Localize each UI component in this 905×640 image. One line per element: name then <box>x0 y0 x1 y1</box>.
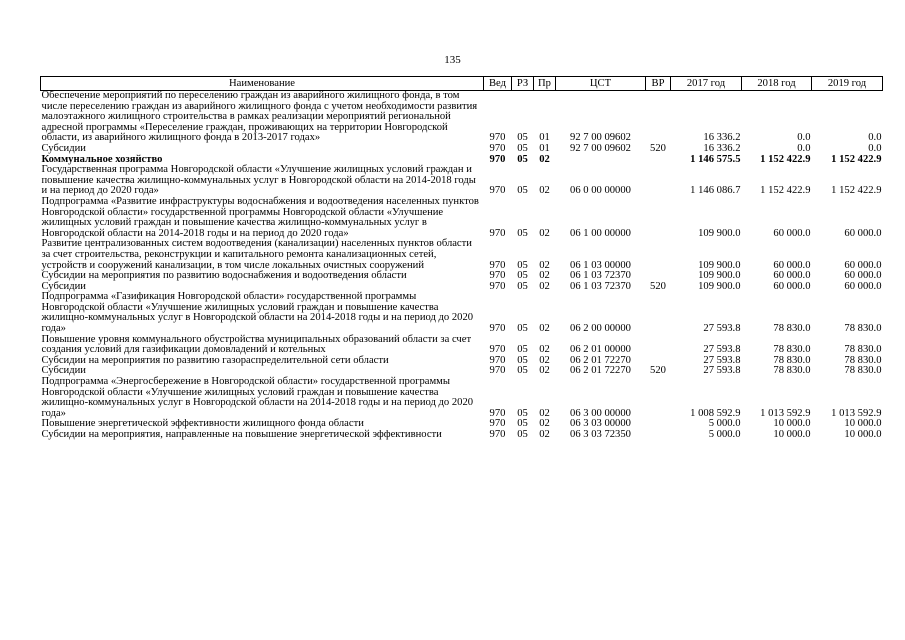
cell-vr <box>646 239 671 271</box>
cell-name: Коммунальное хозяйство <box>41 153 163 165</box>
cell-cst: 06 2 00 00000 <box>570 323 631 335</box>
cell-name: Обеспечение мероприятий по переселению граждан из аварийного жилищного фонда, в том числе переселению граждан из аварийного жилищного фонда с учетом необходимости развития малоэтажного жилищного строительства в рамках реализации мероприятий региональной адресной программы «Переселение граждан, проживающих на территории Новгородской области, из аварийного жилищного фонда в 2013-2017 годах» <box>41 90 478 144</box>
cell-pr: 02 <box>539 153 550 165</box>
cell-vr: 520 <box>650 365 666 377</box>
header-rz: РЗ <box>512 77 534 91</box>
table-row <box>41 239 883 271</box>
cell-ved: 970 <box>489 227 506 239</box>
cell-2018: 10 000.0 <box>773 429 811 440</box>
cell-2019: 78 830.0 <box>844 365 882 377</box>
cell-pr: 01 <box>539 142 550 154</box>
cell-vr <box>646 165 671 197</box>
cell-2019: 1 152 422.9 <box>831 185 882 197</box>
cell-2018: 0.0 <box>797 142 811 154</box>
cell-pr: 01 <box>539 132 550 144</box>
cell-2017: 1 146 575.5 <box>690 153 741 165</box>
cell-rz: 05 <box>517 259 528 271</box>
cell-cst: 06 2 01 72270 <box>570 354 631 366</box>
cell-2019: 0.0 <box>868 132 882 144</box>
cell-cst: 06 3 03 72350 <box>570 429 631 440</box>
cell-2019: 60 000.0 <box>844 227 882 239</box>
cell-rz: 05 <box>517 354 528 366</box>
cell-vr: 520 <box>650 142 666 154</box>
cell-2017: 109 900.0 <box>698 259 741 271</box>
budget-table <box>40 76 883 441</box>
cell-name: Субсидии на мероприятия по развитию водоснабжения и водоотведения области <box>41 270 407 282</box>
table-row <box>41 144 883 155</box>
cell-rz: 05 <box>517 429 528 440</box>
cell-name: Подпрограмма «Развитие инфраструктуры водоснабжения и водоотведения населенных пунктов Новгородской области» государственной программы Новгородской области «Улучшение жилищных условий граждан и повышение качества жилищно-коммунальных услуг в Новгородской области на 2014-2018 годы и на период до 2020 года» <box>41 195 479 239</box>
cell-name: Субсидии на мероприятия, направленные на повышение энергетической эффективности <box>41 429 442 440</box>
cell-ved: 970 <box>489 354 506 366</box>
cell-rz: 05 <box>517 185 528 197</box>
cell-vr <box>646 292 671 334</box>
cell-2017: 5 000.0 <box>708 418 741 430</box>
cell-2018: 1 152 422.9 <box>760 153 811 165</box>
cell-ved: 970 <box>489 418 506 430</box>
cell-2018: 60 000.0 <box>773 280 811 292</box>
cell-rz: 05 <box>517 227 528 239</box>
cell-2017: 109 900.0 <box>698 227 741 239</box>
cell-ved: 970 <box>489 132 506 144</box>
cell-ved: 970 <box>489 142 506 154</box>
cell-2019: 0.0 <box>868 142 882 154</box>
table-row <box>41 430 883 441</box>
cell-cst: 06 1 03 00000 <box>570 259 631 271</box>
table-row <box>41 165 883 197</box>
cell-ved: 970 <box>489 153 506 165</box>
cell-pr: 02 <box>539 354 550 366</box>
cell-cst <box>556 155 646 166</box>
cell-2018: 1 013 592.9 <box>760 407 811 419</box>
cell-ved: 970 <box>489 429 506 440</box>
cell-rz: 05 <box>517 323 528 335</box>
cell-cst: 06 1 03 72370 <box>570 280 631 292</box>
cell-rz: 05 <box>517 280 528 292</box>
cell-rz: 05 <box>517 344 528 356</box>
header-2019: 2019 год <box>812 77 883 91</box>
cell-2019: 1 013 592.9 <box>831 407 882 419</box>
header-pr: Пр <box>534 77 556 91</box>
cell-2019: 60 000.0 <box>844 259 882 271</box>
cell-2018: 78 830.0 <box>773 344 811 356</box>
cell-ved: 970 <box>489 365 506 377</box>
cell-cst: 06 2 01 00000 <box>570 344 631 356</box>
cell-2017: 27 593.8 <box>703 354 741 366</box>
cell-2017: 27 593.8 <box>703 365 741 377</box>
cell-2018: 78 830.0 <box>773 354 811 366</box>
table-row <box>41 356 883 367</box>
table-row <box>41 335 883 356</box>
cell-name: Государственная программа Новгородской области «Улучшение жилищных условий граждан и повышение качества жилищно-коммунальных услуг в Новгородской области на 2014-2018 годы и на период до 2020 года» <box>41 164 476 197</box>
cell-name: Субсидии <box>41 365 86 377</box>
cell-name: Субсидии <box>41 280 86 292</box>
cell-cst: 06 3 03 00000 <box>570 418 631 430</box>
cell-rz: 05 <box>517 418 528 430</box>
cell-ved: 970 <box>489 270 506 282</box>
header-2017: 2017 год <box>671 77 742 91</box>
cell-vr <box>646 335 671 356</box>
cell-2018: 10 000.0 <box>773 418 811 430</box>
cell-pr: 02 <box>539 365 550 377</box>
cell-2019: 78 830.0 <box>844 323 882 335</box>
cell-cst: 06 1 00 00000 <box>570 227 631 239</box>
cell-vr <box>646 419 671 430</box>
cell-ved: 970 <box>489 344 506 356</box>
cell-2018: 78 830.0 <box>773 365 811 377</box>
cell-vr: 520 <box>650 280 666 292</box>
cell-pr: 02 <box>539 344 550 356</box>
cell-cst: 92 7 00 09602 <box>570 132 631 144</box>
cell-name: Субсидии <box>41 142 86 154</box>
cell-rz: 05 <box>517 153 528 165</box>
cell-pr: 02 <box>539 185 550 197</box>
cell-vr <box>646 377 671 419</box>
cell-vr <box>646 155 671 166</box>
table-row <box>41 91 883 144</box>
cell-pr: 02 <box>539 418 550 430</box>
cell-2017: 109 900.0 <box>698 270 741 282</box>
cell-vr <box>646 91 671 144</box>
cell-ved: 970 <box>489 323 506 335</box>
cell-2017: 16 336.2 <box>703 142 741 154</box>
page-number: 135 <box>444 54 461 66</box>
header-vr: ВР <box>646 77 671 91</box>
cell-2019: 60 000.0 <box>844 270 882 282</box>
cell-rz: 05 <box>517 365 528 377</box>
header-2018: 2018 год <box>742 77 812 91</box>
cell-2018: 1 152 422.9 <box>760 185 811 197</box>
cell-vr <box>646 197 671 239</box>
cell-2019: 10 000.0 <box>844 418 882 430</box>
cell-name: Развитие централизованных систем водоотведения (канализации) населенных пунктов области за счет строительства, реконструкции и капитального ремонта канализационных сетей, устройств и сооружений канализации, в том числе локальных очистных сооружений <box>41 238 472 271</box>
cell-2017: 27 593.8 <box>703 344 741 356</box>
cell-cst: 06 1 03 72370 <box>570 270 631 282</box>
cell-pr: 02 <box>539 280 550 292</box>
cell-2019: 10 000.0 <box>844 429 882 440</box>
cell-2018: 78 830.0 <box>773 323 811 335</box>
table-row <box>41 271 883 282</box>
cell-cst: 06 3 00 00000 <box>570 407 631 419</box>
header-name: Наименование <box>41 77 484 91</box>
cell-cst: 92 7 00 09602 <box>570 142 631 154</box>
cell-2017: 16 336.2 <box>703 132 741 144</box>
cell-vr <box>646 430 671 441</box>
cell-pr: 02 <box>539 270 550 282</box>
cell-2019: 1 152 422.9 <box>831 153 882 165</box>
cell-2019: 78 830.0 <box>844 354 882 366</box>
cell-rz: 05 <box>517 407 528 419</box>
cell-2018: 60 000.0 <box>773 270 811 282</box>
cell-name: Субсидии на мероприятия по развитию газораспределительной сети области <box>41 354 389 366</box>
header-row <box>41 77 883 91</box>
cell-rz: 05 <box>517 132 528 144</box>
cell-name: Подпрограмма «Газификация Новгородской области» государственной программы Новгородской области «Улучшение жилищных условий граждан и повышение качества жилищно-коммунальных услуг в Новгородской области на 2014-2018 годы и на период до 2020 года» <box>41 291 474 335</box>
cell-2017: 1 146 086.7 <box>690 185 741 197</box>
cell-2019: 78 830.0 <box>844 344 882 356</box>
cell-rz: 05 <box>517 270 528 282</box>
cell-2018: 60 000.0 <box>773 259 811 271</box>
cell-name: Повышение энергетической эффективности жилищного фонда области <box>41 418 364 430</box>
table-row <box>41 197 883 239</box>
cell-ved: 970 <box>489 259 506 271</box>
cell-pr: 02 <box>539 323 550 335</box>
table-row <box>41 292 883 334</box>
cell-ved: 970 <box>489 407 506 419</box>
header-ved: Вед <box>484 77 512 91</box>
cell-pr: 02 <box>539 429 550 440</box>
cell-rz: 05 <box>517 142 528 154</box>
cell-pr: 02 <box>539 407 550 419</box>
table-row <box>41 377 883 419</box>
cell-2017: 5 000.0 <box>708 429 741 440</box>
cell-name: Подпрограмма «Энергосбережение в Новгородской области» государственной программы Новгородской области «Улучшение жилищных условий граждан и повышение качества жилищно-коммунальных услуг в Новгородской области на 2014-2018 годы и на период до 2020 года» <box>41 376 474 419</box>
cell-pr: 02 <box>539 259 550 271</box>
cell-2017: 109 900.0 <box>698 280 741 292</box>
cell-name: Повышение уровня коммунального обустройства муниципальных образований области за счет создания условий для газификации домовладений и котельных <box>41 333 472 356</box>
cell-cst: 06 2 01 72270 <box>570 365 631 377</box>
header-cst: ЦСТ <box>556 77 646 91</box>
cell-ved: 970 <box>489 185 506 197</box>
cell-2017: 1 008 592.9 <box>690 407 741 419</box>
cell-pr: 02 <box>539 227 550 239</box>
cell-2018: 60 000.0 <box>773 227 811 239</box>
cell-cst: 06 0 00 00000 <box>570 185 631 197</box>
cell-2019: 60 000.0 <box>844 280 882 292</box>
table-body <box>41 91 883 441</box>
cell-ved: 970 <box>489 280 506 292</box>
cell-2017: 27 593.8 <box>703 323 741 335</box>
cell-2018: 0.0 <box>797 132 811 144</box>
